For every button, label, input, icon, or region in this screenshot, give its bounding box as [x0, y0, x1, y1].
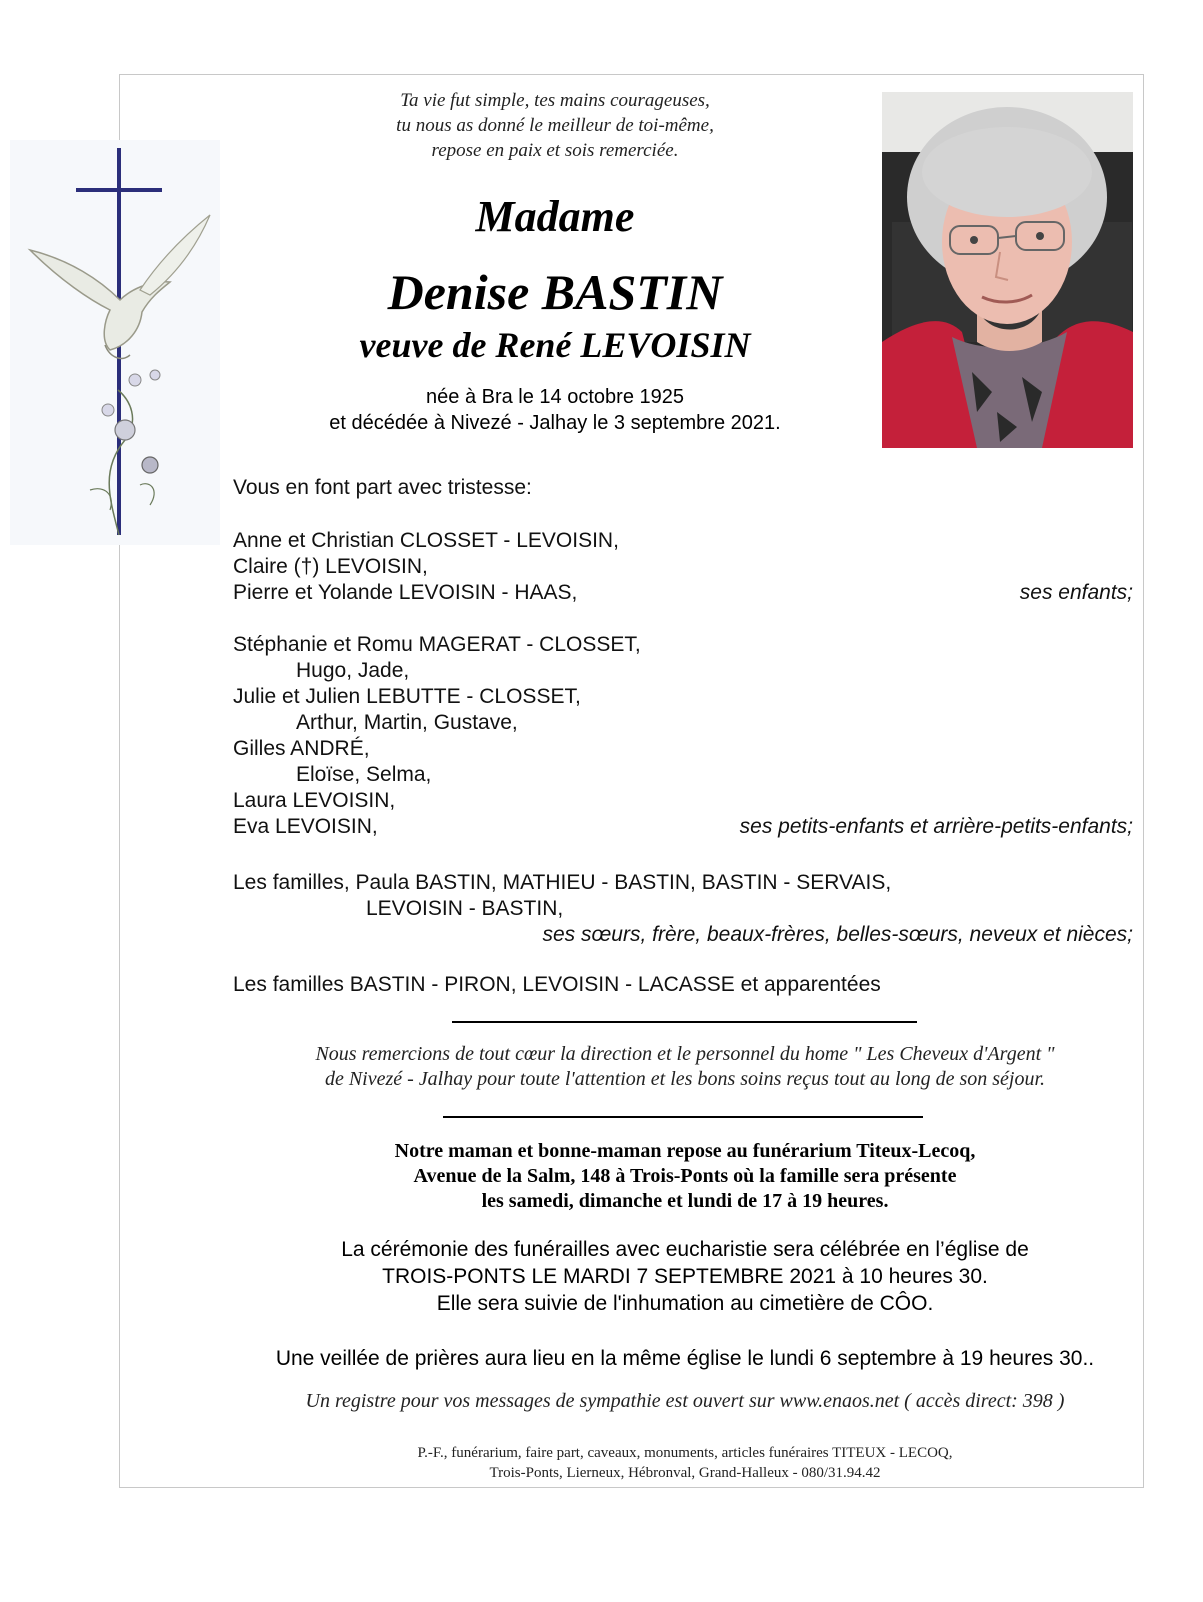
widow-of: veuve de René LEVOISIN [359, 325, 751, 365]
families-role: ses sœurs, frère, beaux-frères, belles-sœurs, neveux et nièces; [542, 923, 1133, 946]
portrait-image [882, 92, 1133, 448]
divider [452, 1021, 917, 1023]
grandchild-line: Julie et Julien LEBUTTE - CLOSSET, [233, 685, 581, 708]
divider [443, 1116, 923, 1118]
birth-line: née à Bra le 14 octobre 1925 [426, 386, 684, 408]
child-line-row [233, 580, 1133, 606]
footer-line: P.-F., funérarium, faire part, caveaux, monuments, articles funéraires TITEUX - LECOQ, [417, 1445, 953, 1461]
thanks-line: de Nivezé - Jalhay pour toute l'attention et les bons soins reçus tout au long de son séjour. [324, 1068, 1046, 1090]
children-role: ses enfants; [1019, 581, 1133, 604]
registry-line: Un registre pour vos messages de sympathie est ouvert sur www.enaos.net ( accès direct: 398 ) [305, 1390, 1065, 1412]
funeral-home-line: les samedi, dimanche et lundi de 17 à 19 heures. [481, 1190, 889, 1212]
great-grandchild-line: Arthur, Martin, Gustave, [296, 711, 518, 734]
child-line: Claire (†) LEVOISIN, [233, 555, 428, 578]
funeral-director-footer [180, 1443, 1190, 1483]
grandchildren-block [233, 632, 1133, 840]
families-block [233, 870, 1133, 948]
ceremony-block [180, 1236, 1190, 1317]
grandchild-line: Eva LEVOISIN, [233, 815, 378, 838]
families-line: LEVOISIN - BASTIN, [366, 897, 564, 920]
poem [300, 88, 810, 163]
grandchild-line-row [233, 814, 1133, 840]
children-block [233, 528, 1133, 606]
poem-line: Ta vie fut simple, tes mains courageuses, [400, 90, 710, 111]
ceremony-line: TROIS-PONTS LE MARDI 7 SEPTEMBRE 2021 à 10 heures 30. [382, 1265, 988, 1288]
intro-line: Vous en font part avec tristesse: [233, 476, 532, 499]
grandchildren-role: ses petits-enfants et arrière-petits-enfants; [739, 815, 1133, 838]
thanks-block [180, 1042, 1190, 1092]
vigil-line: Une veillée de prières aura lieu en la même église le lundi 6 septembre à 19 heures 30.. [275, 1347, 1095, 1370]
grandchild-line: Laura LEVOISIN, [233, 789, 396, 812]
ceremony-line: La cérémonie des funérailles avec eucharistie sera célébrée en l’église de [341, 1238, 1029, 1261]
child-line: Anne et Christian CLOSSET - LEVOISIN, [233, 529, 619, 552]
death-line: et décédée à Nivezé - Jalhay le 3 septembre 2021. [329, 412, 781, 434]
cross-dove-icon [10, 140, 220, 545]
deceased-name: Denise BASTIN [387, 264, 723, 320]
funeral-home-line: Avenue de la Salm, 148 à Trois-Ponts où la famille sera présente [413, 1165, 957, 1187]
portrait-photo [882, 92, 1133, 448]
great-grandchild-line: Eloïse, Selma, [296, 763, 432, 786]
honorific-title: Madame [475, 192, 635, 241]
thanks-line: Nous remercions de tout cœur la direction et le personnel du home " Les Cheveux d'Argent " [315, 1043, 1055, 1065]
funeral-home-block [180, 1139, 1190, 1214]
funeral-home-line: Notre maman et bonne-maman repose au funérarium Titeux-Lecoq, [394, 1140, 976, 1162]
footer-line: Trois-Ponts, Lierneux, Hébronval, Grand-Halleux - 080/31.94.42 [489, 1465, 881, 1481]
families-line: Les familles, Paula BASTIN, MATHIEU - BASTIN, BASTIN - SERVAIS, [233, 871, 892, 894]
child-line: Pierre et Yolande LEVOISIN - HAAS, [233, 581, 578, 604]
related-families: Les familles BASTIN - PIRON, LEVOISIN - LACASSE et apparentées [233, 973, 881, 996]
poem-line: repose en paix et sois remerciée. [431, 140, 679, 161]
ceremony-line: Elle sera suivie de l'inhumation au cimetière de CÔO. [436, 1292, 934, 1315]
grandchild-line: Gilles ANDRÉ, [233, 737, 370, 760]
birth-death-info [250, 384, 860, 436]
great-grandchild-line: Hugo, Jade, [296, 659, 410, 682]
poem-line: tu nous as donné le meilleur de toi-même, [396, 115, 714, 136]
cross-dove-illustration [10, 140, 220, 545]
grandchild-line: Stéphanie et Romu MAGERAT - CLOSSET, [233, 633, 641, 656]
